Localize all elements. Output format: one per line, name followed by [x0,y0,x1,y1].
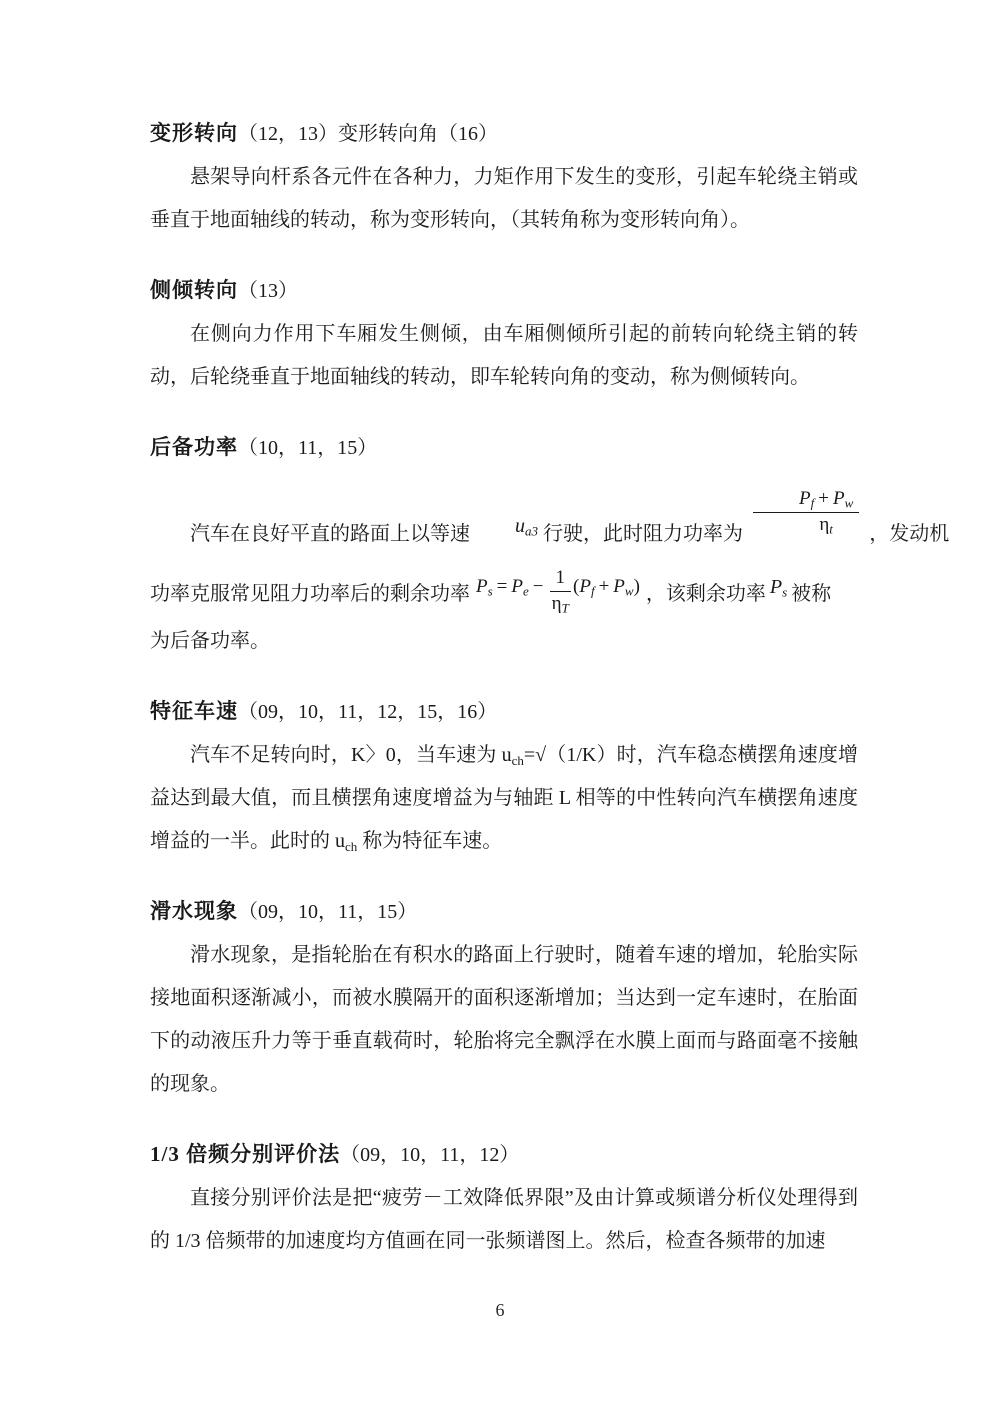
heading-term: 1/3 倍频分别评价法 [150,1141,341,1166]
var-base: u [515,514,525,537]
fraction-resistance-power [753,488,859,536]
section-heading [150,690,858,734]
heading-exam-years: （10，11，15） [238,437,378,459]
var-base: η [551,592,562,614]
text-run: =√（1/K）时，汽车稳态横摆角速度增益达到最大值，而且横摆角速度增益为与轴距 L 相等的中性转向汽车横摆角速度增益的一半。此时的 [150,743,858,852]
var-base: P [511,576,523,598]
var-subscript: w [844,495,854,511]
fraction-denominator [550,592,572,615]
var-base: P [799,488,811,509]
var-base: u [501,743,512,766]
fraction-one-over-eta [550,567,572,615]
fraction-numerator [753,488,859,513]
plus-operator: + [818,488,829,509]
var-subscript: w [624,583,634,599]
var-subscript: f [590,583,595,599]
heading-exam-years: （09，10，11，12） [340,1143,520,1166]
text-run: ，发动机 [869,522,950,545]
section-heading [150,890,858,934]
var-subscript: s [487,583,493,599]
section-heading [150,426,858,470]
section-hydroplaning [150,890,858,1106]
var-base: P [579,576,591,598]
heading-exam-years: （09，10，11，15） [238,900,418,923]
section-heading [150,112,858,156]
heading-term: 滑水现象 [150,898,238,923]
section-characteristic-speed [150,690,858,863]
text-run: 汽车在良好平直的路面上以等速 [190,522,470,545]
section-paragraph: 为后备功率。 [150,629,270,652]
text-run: 被称 [791,583,832,606]
section-paragraph: 在侧向力作用下车厢发生侧倾，由车厢侧倾所引起的前转向轮绕主销的转动，后轮绕垂直于地面轴线的转动，即车轮转向角的变动，称为侧倾转向。 [150,323,858,388]
plus-operator: + [598,576,610,598]
text-run: 称为特征车速。 [357,829,503,852]
formula-line-reserve-power [150,556,858,620]
var-subscript: t [829,521,833,537]
formula-reserve-power [476,564,640,615]
heading-term: 侧倾转向 [150,278,238,302]
section-paragraph: 直接分别评价法是把“疲劳－工效降低界限”及由计算或频谱分析仪处理得到的 1/3 倍频带的加速度均方值画在同一张频谱图上。然后，检查各频带的加速 [150,1186,858,1252]
left-paren: ( [573,576,580,598]
minus-operator: − [532,576,544,598]
var-subscript: e [523,583,529,599]
section-deformation-steering [150,112,858,242]
section-heading [150,269,858,313]
text-run: ，该剩余功率 [645,583,766,606]
var-uch [502,744,524,766]
text-run: 功率克服常见阻力功率后的剩余功率 [150,583,470,606]
var-uch [335,830,357,852]
var-subscript: f [810,495,815,511]
var-subscript: T [561,599,569,615]
fraction-denominator [753,513,859,536]
var-base: P [832,488,845,509]
var-subscript: ch [345,838,358,854]
formula-line-resistance-power [150,470,950,556]
var-ps [770,577,787,598]
text-run: 汽车不足转向时，K〉0，当车速为 [190,743,502,766]
equals-operator: = [496,576,508,598]
heading-term: 后备功率 [150,435,238,459]
page-number: 6 [495,1300,505,1320]
heading-term: 特征车速 [150,698,238,723]
heading-exam-years: （13） [238,280,298,302]
section-third-octave-evaluation [150,1133,858,1263]
var-base: P [476,576,488,598]
heading-term: 变形转向 [150,121,238,145]
heading-exam-years: （09，10，11，12，15，16） [238,700,498,723]
section-paragraph: 滑水现象，是指轮胎在有积水的路面上行驶时，随着车速的增加，轮胎实际接地面积逐渐减小，而被水膜隔开的面积逐渐增加；当达到一定车速时，在胎面下的动液压升力等于垂直载荷时，轮胎将完全飘浮在水膜上面而与路面毫不接触的现象。 [150,943,858,1095]
var-base: u [335,829,345,852]
var-base: P [613,576,625,598]
heading-exam-years: （12，13）变形转向角（16） [238,123,498,145]
var-ua3 [475,516,538,537]
var-subscript: a3 [525,523,538,539]
page-content [150,112,950,1263]
section-heading [150,1133,858,1177]
var-base: P [769,576,783,599]
text-run: 行驶，此时阻力功率为 [543,522,743,545]
right-paren: ) [633,576,640,598]
fraction-numerator: 1 [550,567,572,592]
section-paragraph [150,734,858,863]
section-roll-steering [150,269,858,399]
var-subscript: s [782,584,788,600]
section-reserve-power [150,426,950,663]
var-base: η [819,513,830,535]
section-paragraph: 悬架导向杆系各元件在各种力，力矩作用下发生的变形，引起车轮绕主销或垂直于地面轴线的转动，称为变形转向，（其转角称为变形转向角）。 [150,166,858,231]
var-subscript: ch [511,752,524,768]
